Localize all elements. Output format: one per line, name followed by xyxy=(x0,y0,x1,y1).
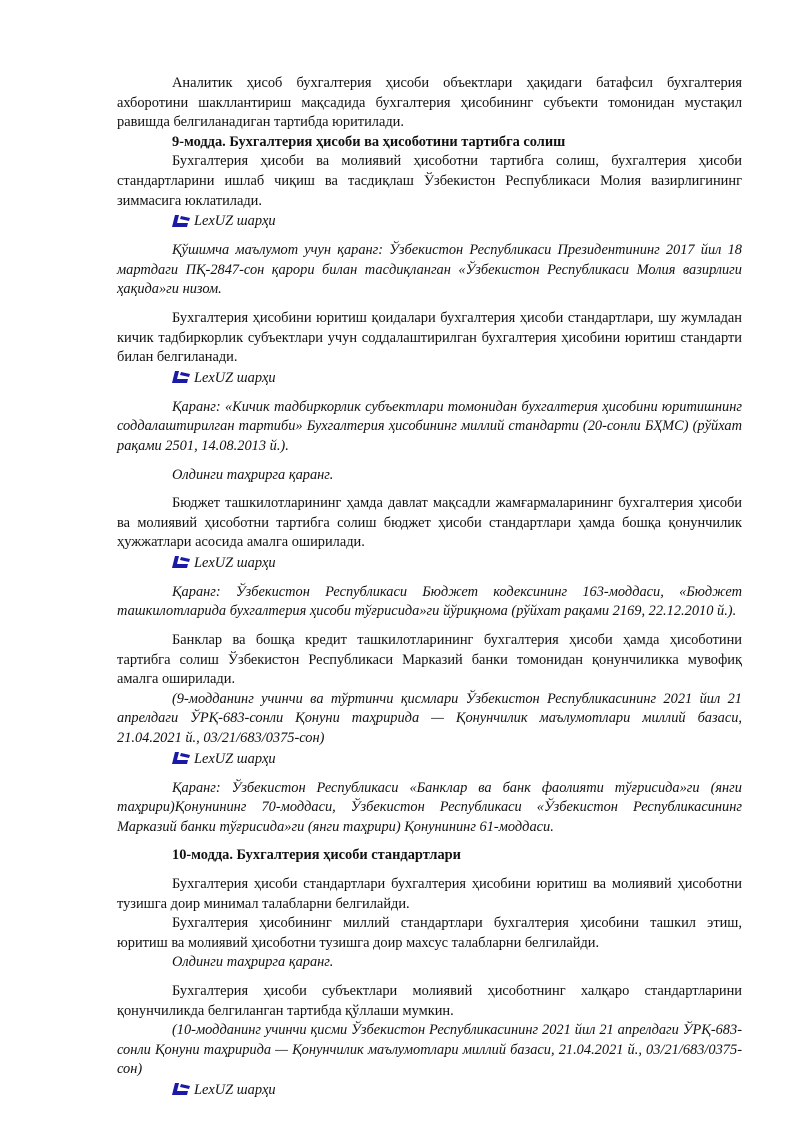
article-10-amendment-note: (10-модданинг учинчи қисми Ўзбекистон Республикасининг 2021 йил 21 апрелдаги ЎРҚ-683-сонли Қонуни таҳририда — Қонунчилик маълумотлари миллий базаси, 21.04.2021 й., 03/21/683/0375-сон) xyxy=(117,1022,742,1078)
lexuz-logo-icon xyxy=(172,1083,191,1096)
article-9-amendment-note: (9-модданинг учинчи ва тўртинчи қисмлари Ўзбекистон Республикасининг 2021 йил 21 апрелдаги ЎРҚ-683-сонли Қонуни таҳририда — Қонунчилик маълумотлари миллий базаси, 21.04.2021 й., 03/21/683/0375-сон) xyxy=(117,690,742,747)
article-10-paragraph-2: Бухгалтерия ҳисобининг миллий стандартлари бухгалтерия ҳисобини ташкил этиш, юритиш ва молиявий ҳисоботни тузишга доир махсус талабларни белгилайди. xyxy=(117,915,742,951)
lexuz-logo-icon xyxy=(172,215,191,228)
document-page xyxy=(117,74,742,1101)
lexuz-logo-icon xyxy=(172,371,191,384)
lexuz-logo-icon xyxy=(172,556,191,569)
article-9-note-2: Қаранг: «Кичик тадбиркорлик субъектлари томонидан бухгалтерия ҳисобини юритишнинг соддалаштирилган тартиби» Бухгалтерия ҳисобининг миллий стандарти (20-сонли БҲМС) (рўйхат рақами 2501, 14.08.2013 й.). xyxy=(117,398,742,454)
lexuz-commentary-label[interactable]: LexUZ шарҳи xyxy=(194,555,276,572)
lexuz-commentary-label[interactable]: LexUZ шарҳи xyxy=(194,213,276,230)
lexuz-commentary-link-5[interactable] xyxy=(117,1081,742,1101)
lexuz-commentary-link-2[interactable] xyxy=(117,369,742,389)
lexuz-commentary-link-4[interactable] xyxy=(117,750,742,770)
lexuz-logo-icon xyxy=(172,752,191,765)
paragraph-analytic-accounting: Аналитик ҳисоб бухгалтерия ҳисоби объектлари ҳақидаги батафсил бухгалтерия ахборотини шакллантириш мақсадида бухгалтерия ҳисобининг субъекти томонидан мустақил равишда белгиланадиган тартибда юритилади. xyxy=(117,75,742,131)
article-9-note-1: Қўшимча маълумот учун қаранг: Ўзбекистон Республикаси Президентининг 2017 йил 18 мартдаги ПҚ-2847-сон қарори билан тасдиқланган «Ўзбекистон Республикаси Молия вазирлиги ҳақида»ги низом. xyxy=(117,242,742,298)
lexuz-commentary-label[interactable]: LexUZ шарҳи xyxy=(194,369,276,386)
lexuz-commentary-link-3[interactable] xyxy=(117,554,742,574)
article-9-note-4: Қаранг: Ўзбекистон Республикаси «Банклар ва банк фаолияти тўғрисида»ги (янги таҳрири)Қонунининг 70-моддаси, Ўзбекистон Республикаси «Ўзбекистон Республикасининг Марказий банки тўғрисида»ги (янги таҳрири) Қонунининг 61-моддаси. xyxy=(117,779,742,835)
lexuz-commentary-label[interactable]: LexUZ шарҳи xyxy=(194,750,276,767)
article-9-title: 9-модда. Бухгалтерия ҳисоби ва ҳисоботини тартибга солиш xyxy=(172,133,566,150)
article-9-paragraph-2: Бухгалтерия ҳисобини юритиш қоидалари бухгалтерия ҳисоби стандартлари, шу жумладан кичик тадбиркорлик субъектлари учун соддалаштирилган бухгалтерия ҳисобини юритиш стандарти билан белгиланади. xyxy=(117,309,742,366)
article-10-paragraph-3: Бухгалтерия ҳисоби субъектлари молиявий ҳисоботнинг халқаро стандартларини қонунчиликда белгиланган тартибда қўллаши мумкин. xyxy=(117,982,742,1019)
article-10-title: 10-модда. Бухгалтерия ҳисоби стандартлари xyxy=(172,847,461,864)
article-9-paragraph-1: Бухгалтерия ҳисоби ва молиявий ҳисоботни тартибга солиш, бухгалтерия ҳисоби стандартларини ишлаб чиқиш ва тасдиқлаш Ўзбекистон Республикаси Молия вазирлигининг зиммасига юклатилади. xyxy=(117,153,742,209)
article-10-paragraph-1: Бухгалтерия ҳисоби стандартлари бухгалтерия ҳисобини юритиш ва молиявий ҳисоботни тузишга доир минимал талабларни белгилайди. xyxy=(117,876,742,912)
lexuz-commentary-label[interactable]: LexUZ шарҳи xyxy=(194,1082,276,1099)
previous-edition-link-1[interactable]: Олдинги таҳрирга қаранг. xyxy=(172,466,334,483)
lexuz-commentary-link-1[interactable] xyxy=(117,212,742,232)
previous-edition-link-2[interactable]: Олдинги таҳрирга қаранг. xyxy=(172,954,334,971)
article-9-paragraph-4: Банклар ва бошқа кредит ташкилотларининг бухгалтерия ҳисоби ҳамда ҳисоботини тартибга солиш Ўзбекистон Республикаси Марказий банки томонидан қонунчиликка мувофиқ амалга оширилади. xyxy=(117,632,742,688)
article-9-paragraph-3: Бюджет ташкилотларининг ҳамда давлат мақсадли жамғармаларининг бухгалтерия ҳисоби ва молиявий ҳисоботни тартибга солиш бюджет ҳисоби стандартлари ҳамда бошқа қонунчилик ҳужжатлари асосида амалга оширилади. xyxy=(117,495,742,551)
article-9-note-3: Қаранг: Ўзбекистон Республикаси Бюджет кодексининг 163-моддаси, «Бюджет ташкилотларида бухгалтерия ҳисоби тўғрисида»ги йўриқнома (рўйхат рақами 2169, 22.12.2010 й.). xyxy=(117,583,742,620)
